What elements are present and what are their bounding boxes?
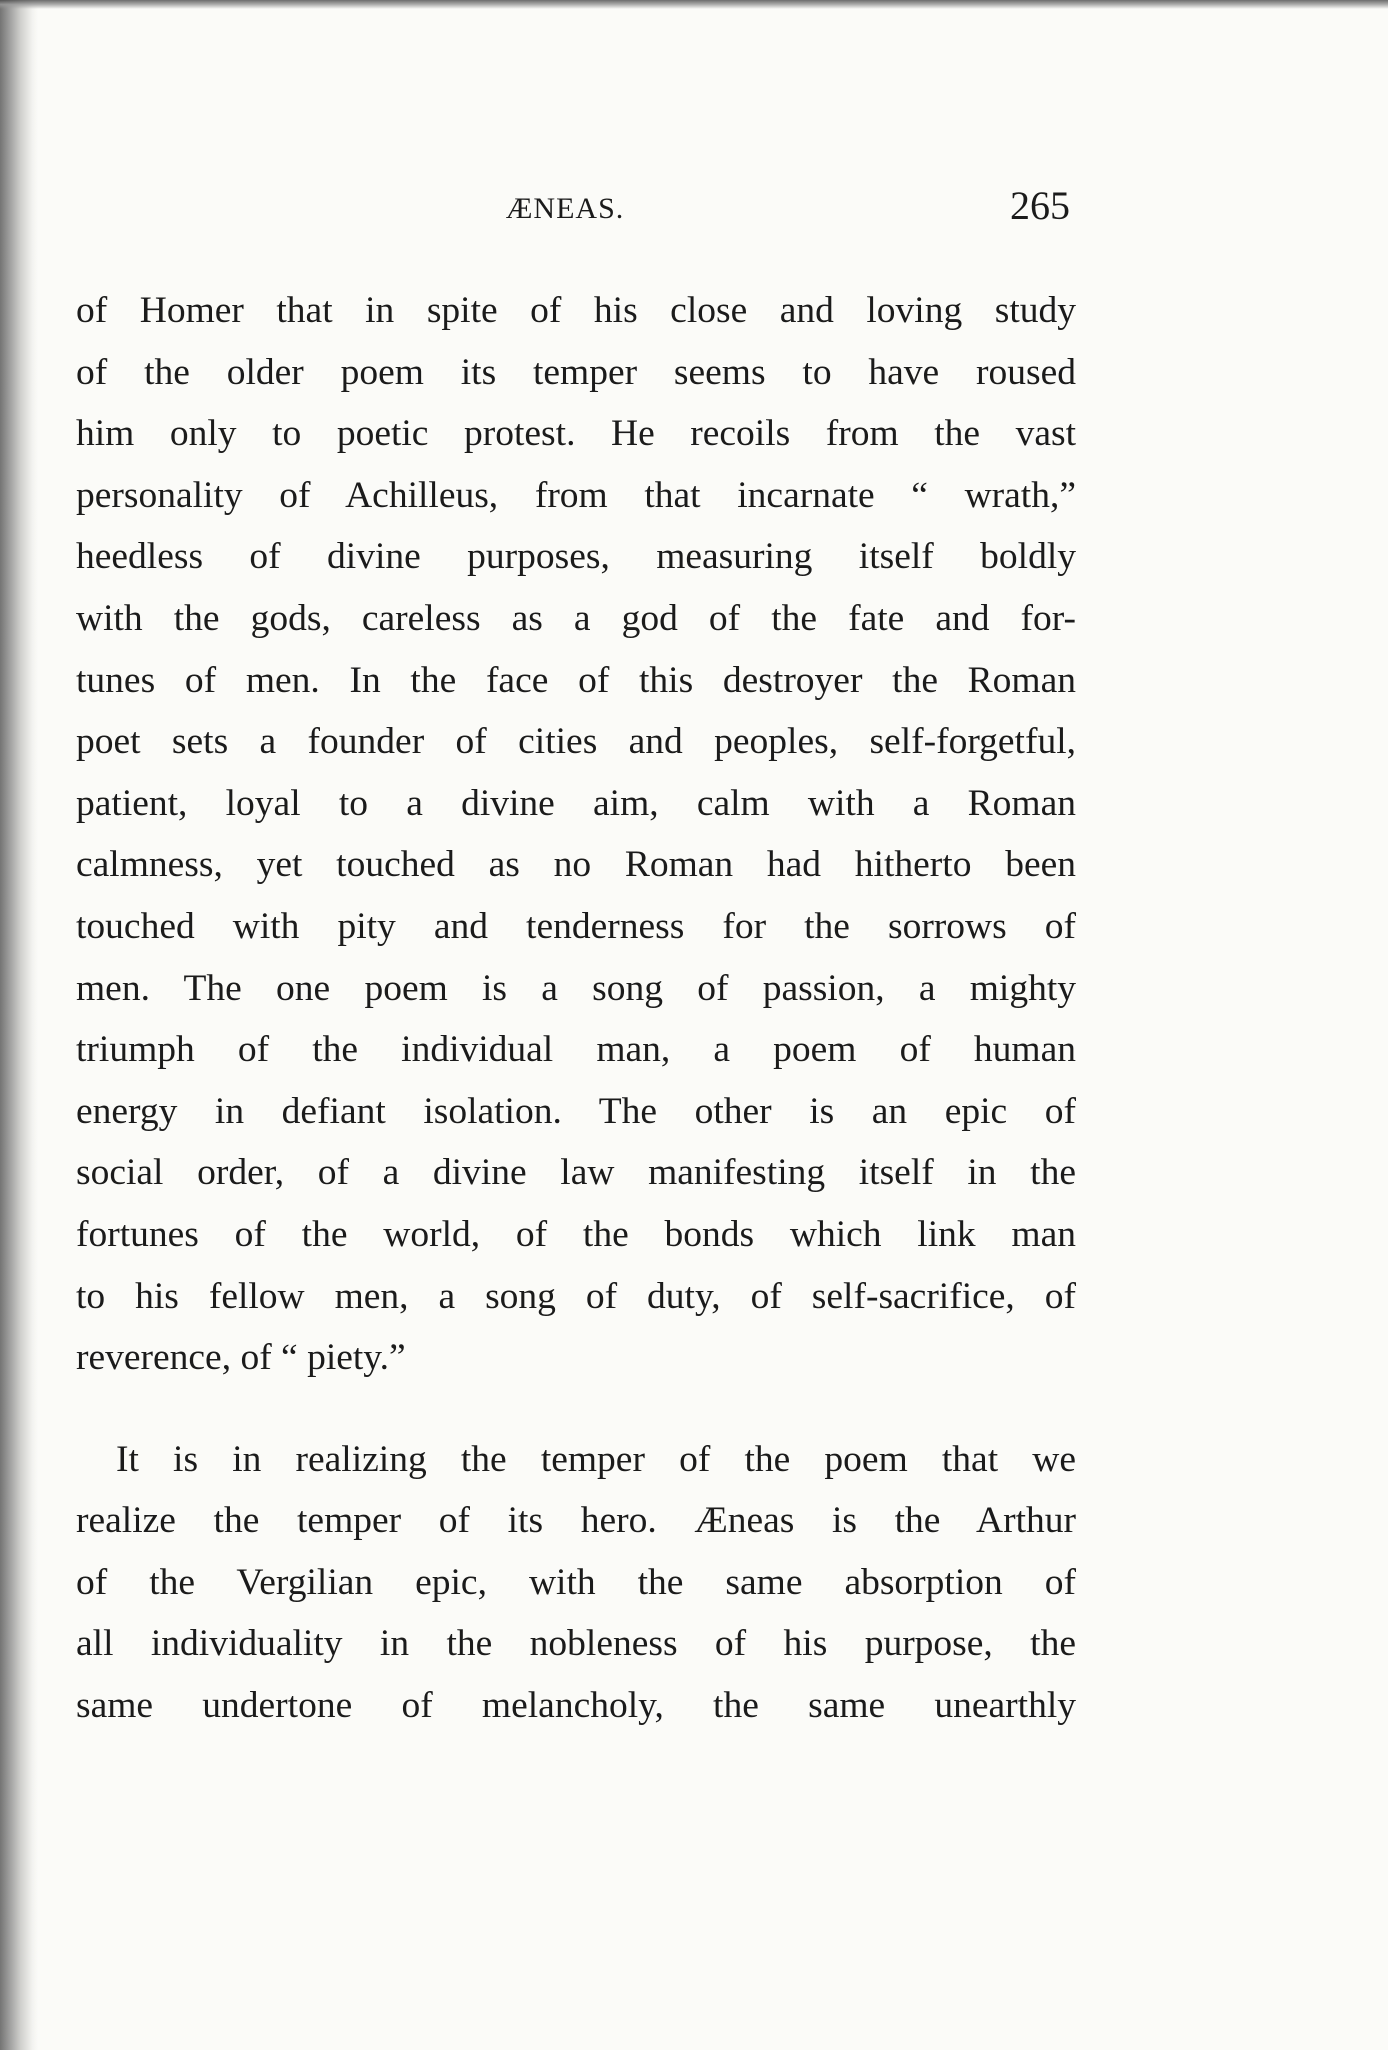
text-line: tunes of men. In the face of this destroyer the Roman xyxy=(76,659,1076,701)
text-line: all individuality in the nobleness of his purpose, the xyxy=(76,1623,1076,1665)
paragraph-2 xyxy=(76,1429,1076,1737)
running-title: ÆNEAS. xyxy=(505,192,625,225)
text-line: realize the temper of its hero. Æneas is the Arthur xyxy=(76,1500,1076,1542)
text-line: poet sets a founder of cities and peoples, self-forgetful, xyxy=(76,721,1076,763)
text-line: with the gods, careless as a god of the fate and for- xyxy=(76,597,1076,639)
text-line: reverence, of “ piety.” xyxy=(76,1337,406,1379)
text-line: patient, loyal to a divine aim, calm with a Roman xyxy=(76,782,1076,824)
text-line: men. The one poem is a song of passion, a mighty xyxy=(76,967,1076,1009)
text-line: of the Vergilian epic, with the same absorption of xyxy=(76,1561,1076,1603)
text-line: social order, of a divine law manifesting itself in the xyxy=(76,1152,1076,1194)
text-line: him only to poetic protest. He recoils from the vast xyxy=(76,413,1076,455)
top-edge-shadow xyxy=(0,0,1388,9)
paragraph-gap xyxy=(76,1389,1076,1429)
running-head xyxy=(0,182,1388,242)
text-line: calmness, yet touched as no Roman had hitherto been xyxy=(76,844,1076,886)
text-line: It is in realizing the temper of the poem that we xyxy=(116,1438,1076,1480)
body-text xyxy=(76,280,1076,1737)
text-line: fortunes of the world, of the bonds which link man xyxy=(76,1213,1076,1255)
text-line: of Homer that in spite of his close and loving study xyxy=(76,290,1076,331)
text-line: heedless of divine purposes, measuring itself boldly xyxy=(76,536,1076,578)
text-line: triumph of the individual man, a poem of human xyxy=(76,1029,1076,1071)
text-line: energy in defiant isolation. The other is an epic of xyxy=(76,1090,1076,1132)
text-line: of the older poem its temper seems to have roused xyxy=(76,351,1076,393)
page-number: 265 xyxy=(1010,183,1070,228)
text-line: personality of Achilleus, from that incarnate “ wrath,” xyxy=(76,474,1076,516)
text-line: to his fellow men, a song of duty, of self-sacrifice, of xyxy=(76,1275,1076,1317)
binding-shadow xyxy=(0,0,38,2050)
paragraph-1 xyxy=(76,280,1076,1389)
text-line: same undertone of melancholy, the same unearthly xyxy=(76,1685,1076,1727)
text-line: touched with pity and tenderness for the sorrows of xyxy=(76,905,1076,947)
